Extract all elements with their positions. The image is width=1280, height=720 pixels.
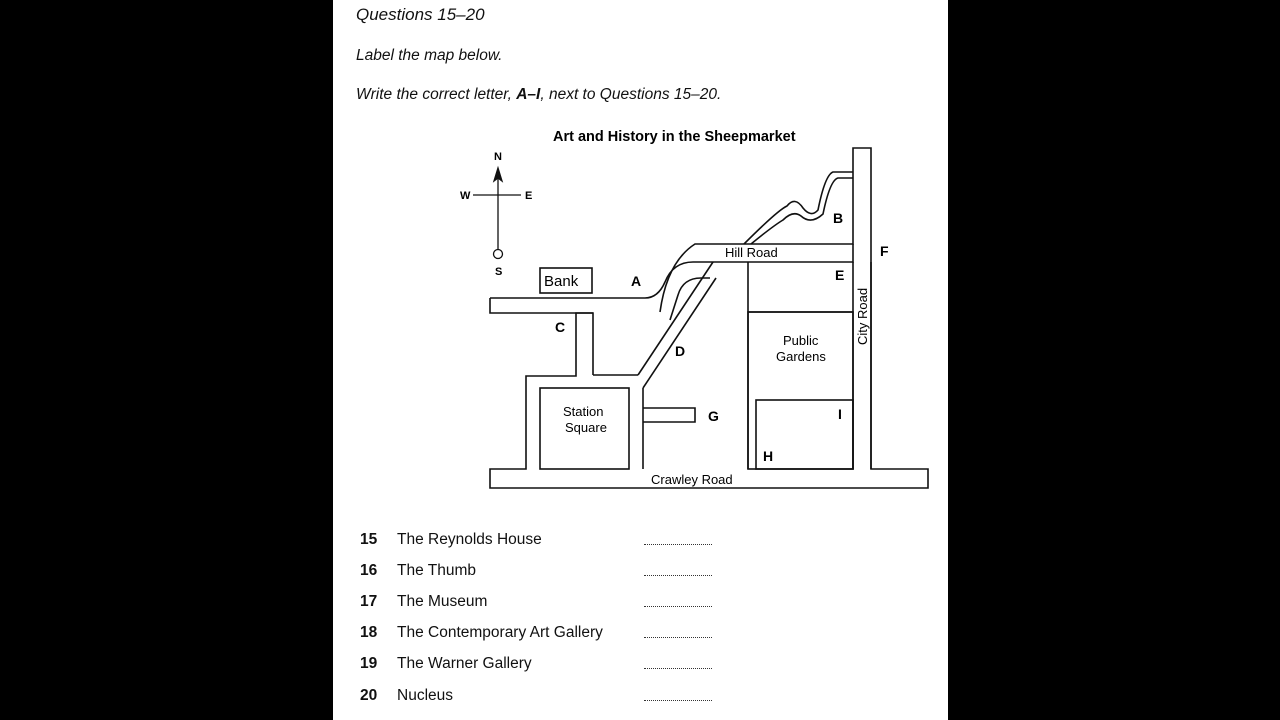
compass-icon [473, 168, 521, 259]
worksheet-page [333, 0, 948, 720]
city-road-label: City Road [855, 287, 870, 345]
compass-north: N [494, 151, 502, 163]
station-square-label-line2: Square [565, 420, 607, 435]
map-letter-a: A [631, 273, 642, 289]
compass-west: W [460, 190, 471, 202]
map-letter-g: G [708, 408, 719, 424]
answer-blank[interactable] [644, 637, 712, 638]
hill-road-label: Hill Road [725, 245, 778, 260]
question-item: 19 The Warner Gallery [333, 655, 948, 679]
question-item: 15 The Reynolds House [333, 531, 948, 555]
question-item: 20 Nucleus [333, 687, 948, 711]
map-letter-f: F [880, 243, 889, 259]
question-item: 18 The Contemporary Art Gallery [333, 624, 948, 648]
answer-blank[interactable] [644, 544, 712, 545]
map-letter-d: D [675, 343, 686, 359]
answer-blank[interactable] [644, 575, 712, 576]
station-square-label-line1: Station [563, 404, 604, 419]
question-item: 16 The Thumb [333, 562, 948, 586]
answer-blank[interactable] [644, 668, 712, 669]
instruction-label-map: Label the map below. [356, 47, 503, 64]
answer-blank[interactable] [644, 606, 712, 607]
public-gardens-label-line1: Public [783, 333, 819, 348]
bank-label: Bank [544, 273, 579, 290]
compass-east: E [525, 190, 533, 202]
map-letter-e: E [835, 267, 845, 283]
answer-blank[interactable] [644, 700, 712, 701]
question-item: 17 The Museum [333, 593, 948, 617]
crawley-road-label: Crawley Road [651, 472, 733, 487]
compass-south: S [495, 266, 503, 278]
map-letter-h: H [763, 448, 774, 464]
instruction-write-letter: Write the correct letter, A–I, next to Questions 15–20. [356, 86, 722, 103]
map-letter-b: B [833, 210, 844, 226]
map-letter-i: I [838, 406, 842, 422]
map-title: Art and History in the Sheepmarket [553, 129, 796, 145]
questions-heading: Questions 15–20 [356, 5, 485, 24]
map-letter-c: C [555, 319, 566, 335]
public-gardens-label-line2: Gardens [776, 349, 826, 364]
